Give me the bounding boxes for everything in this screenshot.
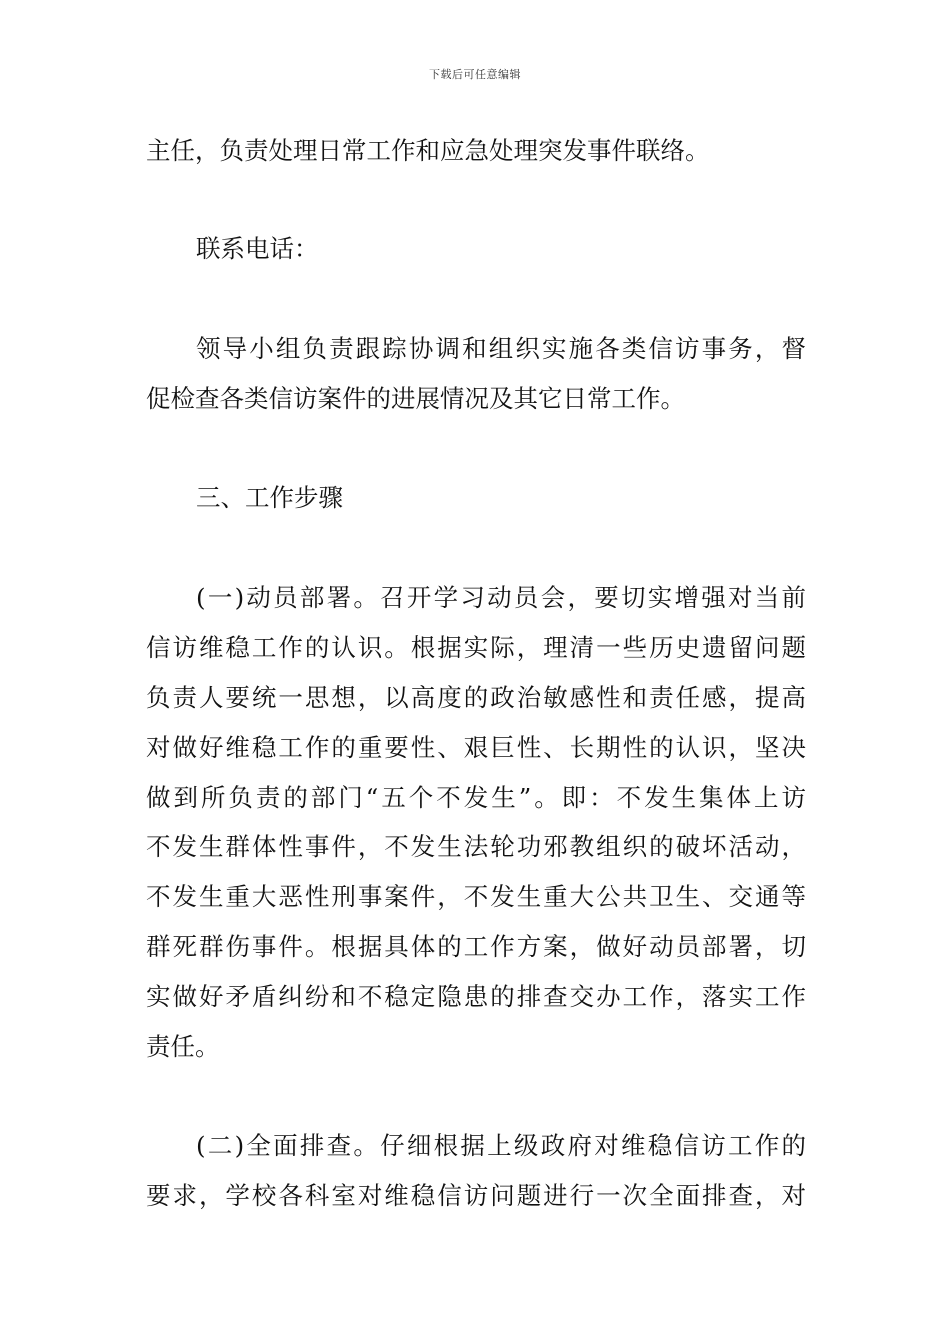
header-note: 下载后可任意编辑	[429, 68, 521, 81]
paragraph-line: 不发生重大恶性刑事案件，不发生重大公共卫生、交通等	[146, 882, 806, 911]
paragraph-line: 对做好维稳工作的重要性、艰巨性、长期性的认识，坚决	[146, 733, 806, 762]
paragraph-line: 信访维稳工作的认识。根据实际，理清一些历史遗留问题	[146, 633, 806, 662]
paragraph-line: 主任，负责处理日常工作和应急处理突发事件联络。	[146, 136, 710, 165]
paragraph-line: 做到所负责的部门“五个不发生”。即：不发生集体上访	[146, 783, 806, 812]
paragraph-line: 群死群伤事件。根据具体的工作方案，做好动员部署，切	[146, 932, 806, 961]
paragraph-line: (一)动员部署。召开学习动员会，要切实增强对当前	[196, 583, 806, 612]
paragraph-line: 要求，学校各科室对维稳信访问题进行一次全面排查，对	[146, 1181, 806, 1210]
section-heading: 三、工作步骤	[196, 483, 343, 512]
paragraph-line: 促检查各类信访案件的进展情况及其它日常工作。	[146, 384, 685, 413]
paragraph-line: 责任。	[146, 1032, 220, 1061]
paragraph-line: 联系电话：	[196, 234, 319, 263]
paragraph-line: 领导小组负责跟踪协调和组织实施各类信访事务，督	[196, 334, 806, 363]
paragraph-line: 负责人要统一思想，以高度的政治敏感性和责任感，提高	[146, 683, 806, 712]
paragraph-line: 不发生群体性事件，不发生法轮功邪教组织的破坏活动，	[146, 832, 806, 861]
paragraph-line: (二)全面排查。仔细根据上级政府对维稳信访工作的	[196, 1131, 806, 1160]
paragraph-line: 实做好矛盾纠纷和不稳定隐患的排查交办工作，落实工作	[146, 982, 806, 1011]
